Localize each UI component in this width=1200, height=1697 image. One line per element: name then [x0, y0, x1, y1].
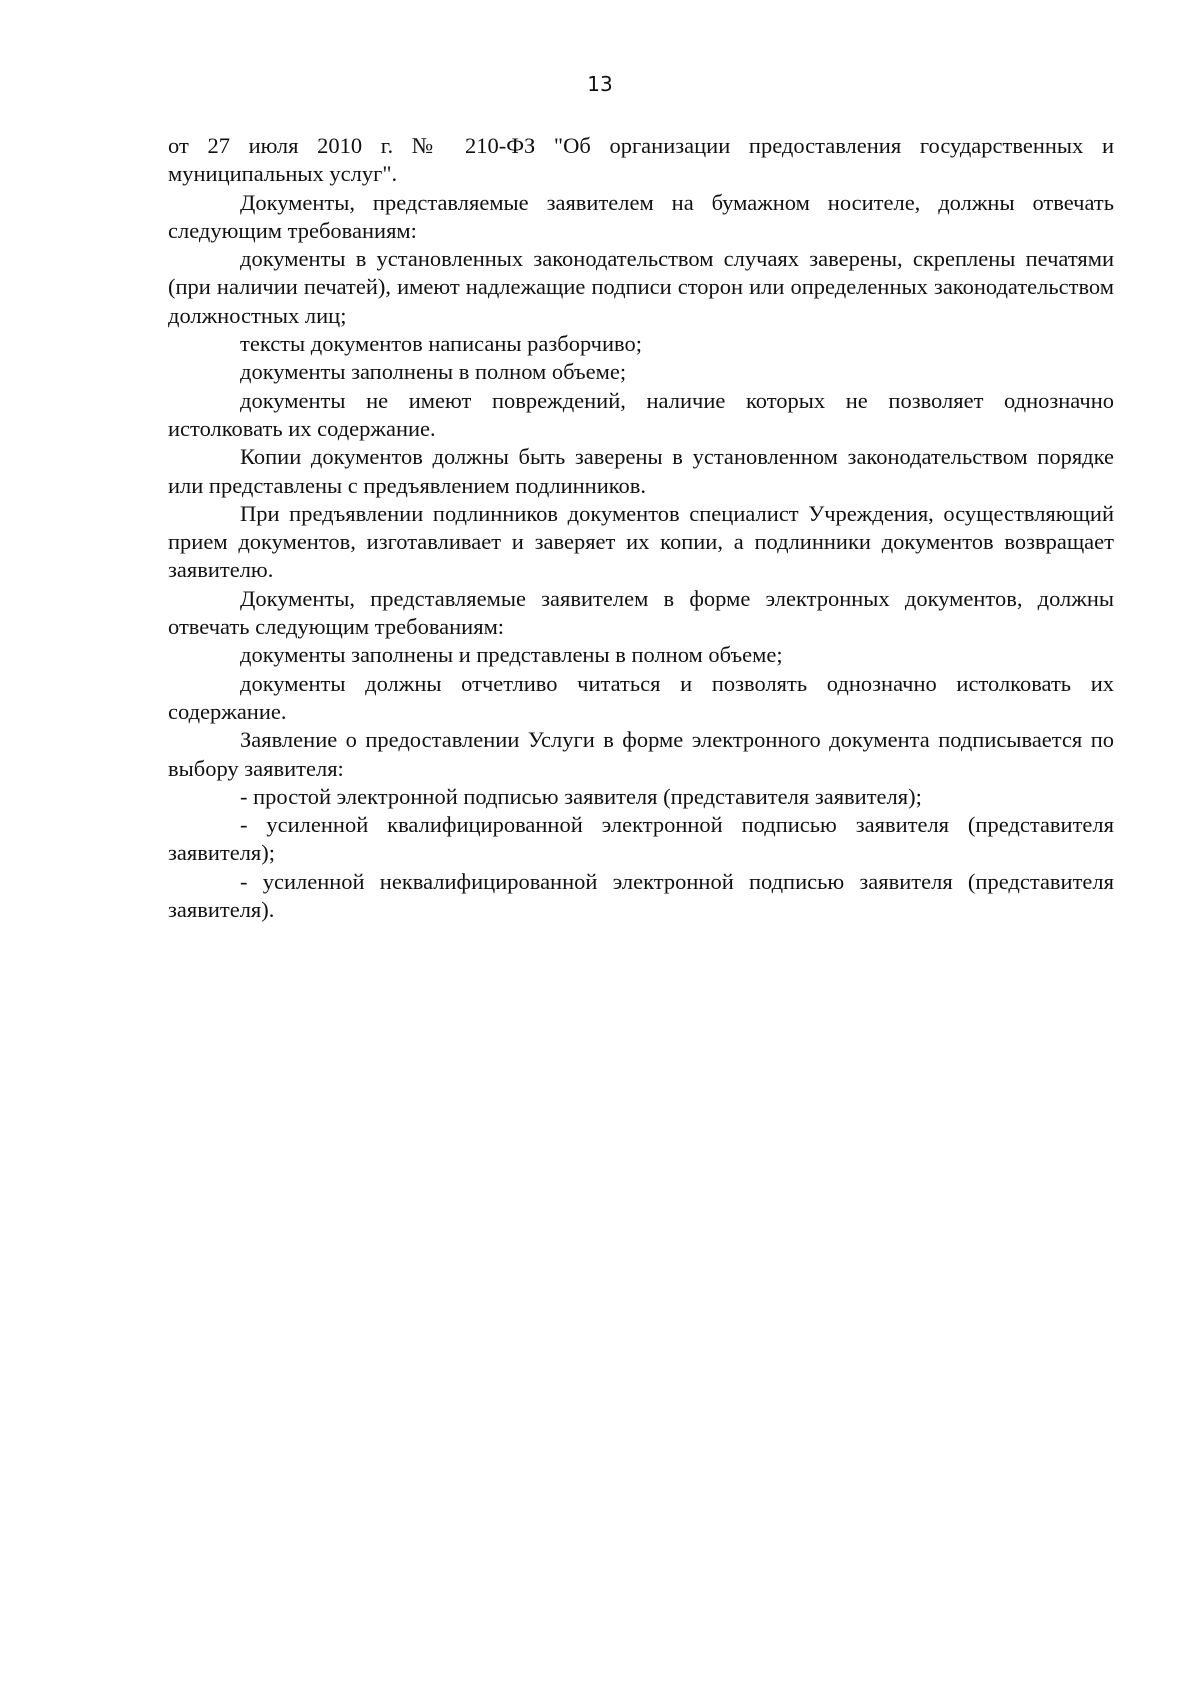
list-item: - усиленной квалифицированной электронной подписью заявителя (представителя заявителя); — [168, 812, 1114, 866]
paragraph: от 27 июля 2010 г. № 210-ФЗ "Об организации предоставления государственных и муниципальных услуг". — [168, 133, 1114, 187]
list-item: - простой электронной подписью заявителя (представителя заявителя); — [240, 783, 922, 809]
paragraph: тексты документов написаны разборчиво; — [240, 331, 643, 357]
paragraph: Заявление о предоставлении Услуги в форме электронного документа подписывается по выбору заявителя: — [168, 727, 1114, 781]
paragraph: документы заполнены в полном объеме; — [240, 359, 627, 385]
paragraph: Копии документов должны быть заверены в установленном законодательством порядке или представлены с предъявлением подлинников. — [168, 444, 1114, 498]
paragraph: документы заполнены и представлены в полном объеме; — [240, 642, 783, 668]
list-item: - усиленной неквалифицированной электронной подписью заявителя (представителя заявителя). — [168, 868, 1114, 923]
paragraph: документы в установленных законодательством случаях заверены, скреплены печатями (при наличии печатей), имеют надлежащие подписи сторон или определенных законодательством должностных лиц; — [168, 246, 1114, 328]
paragraph: документы должны отчетливо читаться и позволять однозначно истолковать их содержание. — [168, 670, 1114, 724]
paragraph: Документы, представляемые заявителем в форме электронных документов, должны отвечать следующим требованиям: — [168, 585, 1114, 640]
document-body — [168, 132, 1114, 924]
paragraph: При предъявлении подлинников документов специалист Учреждения, осуществляющий прием документов, изготавливает и заверяет их копии, а подлинники документов возвращает заявителю. — [168, 500, 1114, 583]
paragraph: документы не имеют повреждений, наличие которых не позволяет однозначно истолковать их содержание. — [168, 387, 1114, 441]
page-number: 13 — [587, 72, 613, 96]
paragraph: Документы, представляемые заявителем на бумажном носителе, должны отвечать следующим требованиям: — [168, 189, 1114, 243]
